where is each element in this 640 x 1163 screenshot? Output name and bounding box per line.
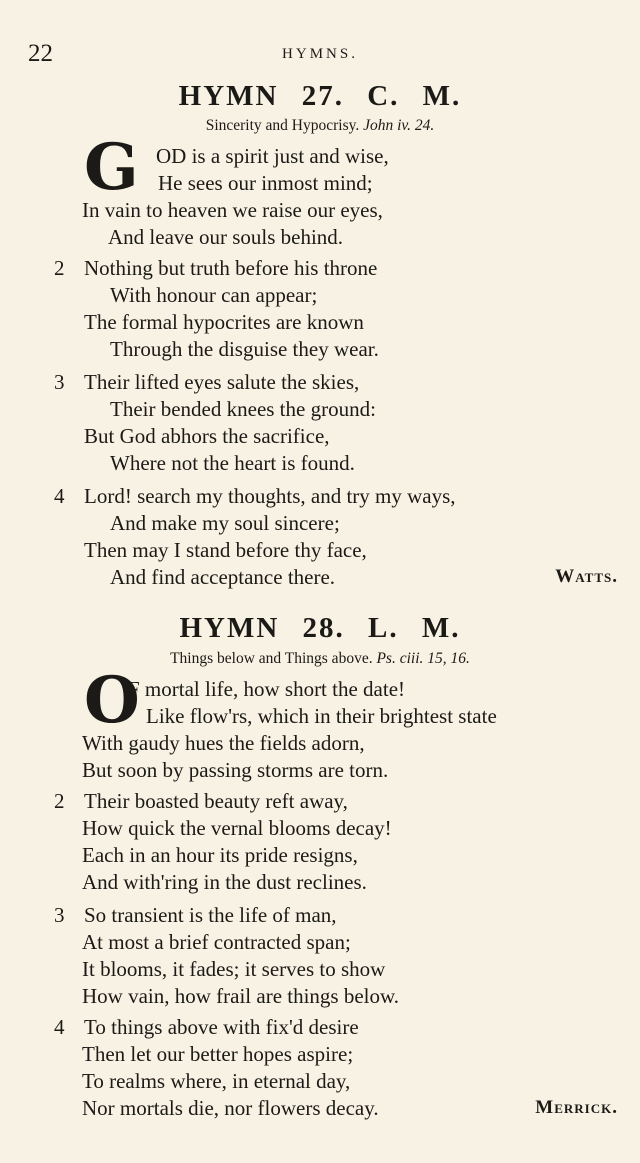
hymn-27-verse-line: With honour can appear; <box>110 283 318 307</box>
hymn-28-verse-line: Then let our better hopes aspire; <box>82 1042 354 1066</box>
hymn-28-verse-line: To realms where, in eternal day, <box>82 1069 351 1093</box>
hymn-28-stanza-number: 4 <box>54 1015 65 1039</box>
hymn-27-scripture-ref: John iv. 24. <box>363 117 435 134</box>
hymn-28-dropcap: O <box>84 663 140 738</box>
hymn-28-title: HYMN 28. L. M. <box>179 612 461 644</box>
hymn-27-verse-line: He sees our inmost mind; <box>158 171 373 195</box>
hymn-27-verse-line: OD is a spirit just and wise, <box>156 144 389 168</box>
hymn-27-verse-line: In vain to heaven we raise our eyes, <box>82 198 383 222</box>
hymn-28-stanza-number: 3 <box>54 903 65 927</box>
hymn-27-stanza-number: 2 <box>54 256 65 280</box>
hymn-27-verse-line: Lord! search my thoughts, and try my ways, <box>84 484 456 508</box>
hymn-28-verse-line: Their boasted beauty reft away, <box>84 789 348 813</box>
running-head <box>28 40 612 70</box>
hymn-27-verse-line: Their lifted eyes salute the skies, <box>84 370 360 394</box>
hymn-28-verse-line: It blooms, it fades; it serves to show <box>82 957 386 981</box>
hymn-27-verse-line: Where not the heart is found. <box>110 451 355 475</box>
hymn-28-verse-line: And with'ring in the dust reclines. <box>82 870 367 894</box>
hymn-28-verse-line: At most a brief contracted span; <box>82 930 351 954</box>
hymn-27-verse-line: And make my soul sincere; <box>110 511 340 535</box>
hymn-28-stanza-number: 2 <box>54 789 65 813</box>
hymn-28-verse-line: So transient is the life of man, <box>84 903 337 927</box>
hymn-27-verse-line: And find acceptance there. <box>110 565 336 589</box>
hymn-28-scripture-ref: Ps. ciii. 15, 16. <box>376 650 470 667</box>
hymn-27-title: HYMN 27. C. M. <box>178 80 462 112</box>
hymn-28-verse-line: But soon by passing storms are torn. <box>82 758 389 782</box>
hymn-28-verse-line: How vain, how frail are things below. <box>82 984 400 1008</box>
page-number: 22 <box>28 40 53 67</box>
hymn-28-verse-line: How quick the vernal blooms decay! <box>82 816 392 840</box>
hymn-27-stanza-number: 4 <box>54 484 65 508</box>
hymn-28-verse-line: Nor mortals die, nor flowers decay. <box>82 1096 379 1120</box>
hymn-27-subject: Sincerity and Hypocrisy. <box>205 117 360 134</box>
hymn-28-subject: Things below and Things above. <box>170 650 373 667</box>
hymn-27-verse-line: The formal hypocrites are known <box>84 310 364 334</box>
hymn-28-verse-line: Each in an hour its pride resigns, <box>82 843 358 867</box>
hymn-27-stanza-number: 3 <box>54 370 65 394</box>
hymn-28-verse-line: With gaudy hues the fields adorn, <box>82 731 365 755</box>
hymn-27-dropcap: G <box>84 130 139 205</box>
hymn-27-author: Watts. <box>555 566 618 587</box>
hymn-27-verse-line: But God abhors the sacrifice, <box>84 424 330 448</box>
hymn-27-verse-line: Through the disguise they wear. <box>110 337 379 361</box>
hymn-28-author: Merrick. <box>535 1097 618 1118</box>
hymn-27-verse-line: Then may I stand before thy face, <box>84 538 367 562</box>
hymn-28-verse-line: F mortal life, how short the date! <box>128 677 406 701</box>
hymn-27-verse-line: Nothing but truth before his throne <box>84 256 378 280</box>
running-title: HYMNS. <box>282 46 358 62</box>
hymn-27-verse-line: Their bended knees the ground: <box>110 397 376 421</box>
hymn-28-verse-line: To things above with fix'd desire <box>84 1015 359 1039</box>
hymn-28-verse-line: Like flow'rs, which in their brightest state <box>146 704 497 728</box>
hymn-27-verse-line: And leave our souls behind. <box>108 225 344 249</box>
